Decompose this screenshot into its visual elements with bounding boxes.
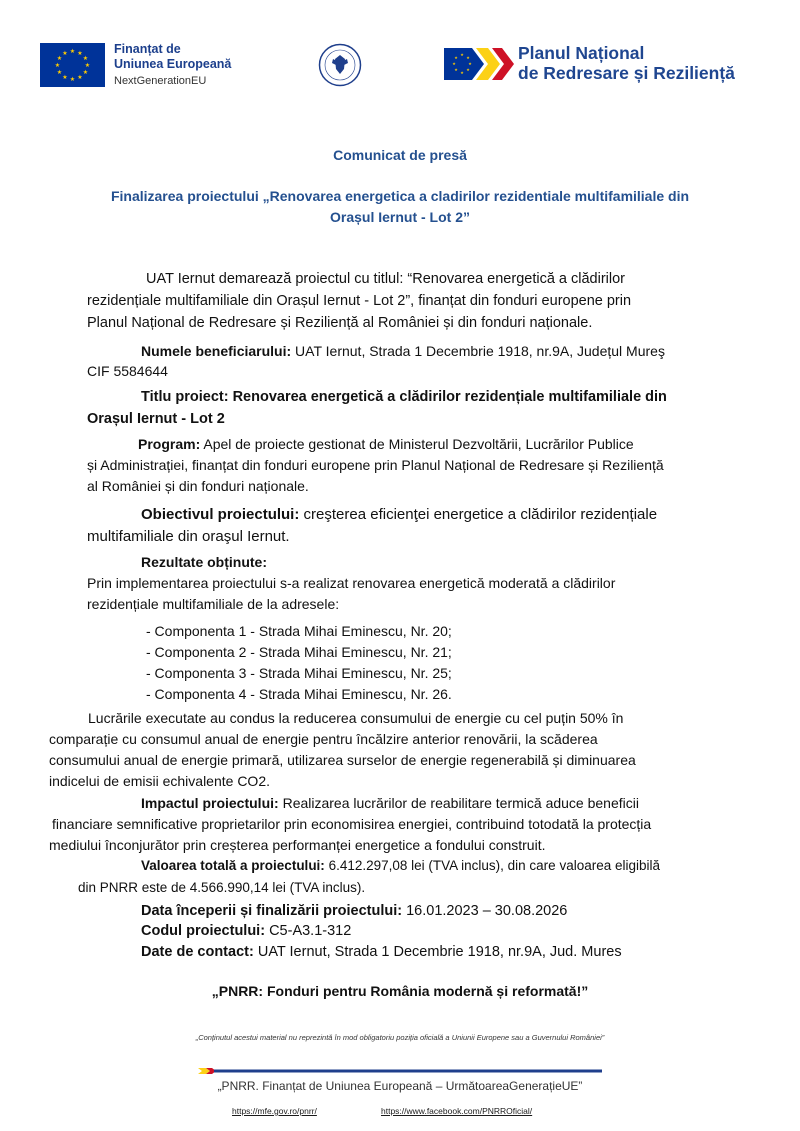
component-item: - Componenta 4 - Strada Mihai Eminescu, Nr. 26. (146, 686, 452, 702)
eu-flag-logo (40, 43, 105, 87)
program-line3: al României și din fonduri naționale. (87, 478, 309, 494)
svg-text:★: ★ (62, 50, 68, 57)
works-line3: consumului anual de energie primară, utilizarea surselor de energie regenerabilă și diminuarea (49, 752, 636, 768)
impact-line3: mediului înconjurător prin creșterea performanței energetice a fondului construit. (49, 837, 546, 853)
contact-line (141, 943, 622, 962)
pnrr-logo (444, 44, 514, 84)
footer-divider (198, 1061, 602, 1067)
svg-text:★: ★ (460, 70, 464, 75)
value-label: Valoarea totală a proiectului: (141, 858, 325, 873)
impact-line1 (141, 794, 639, 813)
svg-text:★: ★ (69, 76, 76, 83)
svg-text:★: ★ (454, 55, 458, 60)
dates-line (141, 902, 567, 921)
program-label: Program: (138, 436, 201, 452)
footer-slogan: „PNRR. Finanțat de Uniunea Europeană – UrmătoareaGenerațieUE” (217, 1079, 583, 1093)
value-line1 (141, 856, 660, 875)
svg-text:★: ★ (454, 67, 458, 72)
project-name-line1: Titlu proiect: Renovarea energetică a clădirilor rezidențiale multifamiliale din (141, 389, 667, 405)
svg-text:★: ★ (82, 69, 89, 76)
objective-line2: multifamiliale din oraşul Iernut. (87, 528, 290, 545)
component-item: - Componenta 1 - Strada Mihai Eminescu, Nr. 20; (146, 623, 452, 639)
svg-text:★: ★ (466, 67, 470, 72)
coat-of-arms-icon (318, 43, 362, 87)
svg-text:★: ★ (56, 69, 63, 76)
beneficiary-label: Numele beneficiarului: (141, 343, 292, 359)
press-release-heading: Comunicat de presă (333, 147, 467, 163)
component-item: - Componenta 2 - Strada Mihai Eminescu, Nr. 21; (146, 644, 452, 660)
project-title-line2: Orașul Iernut - Lot 2” (329, 209, 470, 225)
svg-text:★: ★ (77, 74, 83, 81)
objective-line1 (141, 505, 657, 524)
dates-label: Data începerii și finalizării proiectului: (141, 903, 403, 919)
beneficiary-cif: CIF 5584644 (87, 363, 168, 379)
pnrr-slogan: „PNRR: Fonduri pentru România modernă și reformată!” (211, 983, 589, 999)
pnrr-arrows-icon (444, 44, 514, 84)
beneficiary-line (141, 342, 665, 361)
svg-text:★: ★ (62, 74, 68, 81)
eu-funding-line3: NextGenerationEU (114, 75, 207, 87)
government-seal-logo (318, 43, 362, 87)
svg-text:★: ★ (468, 61, 472, 66)
eu-funding-line2: Uniunea Europeană (114, 57, 232, 71)
intro-line3: Planul Național de Redresare și Reziliență al României și din fonduri naționale. (87, 315, 593, 331)
intro-line1: UAT Iernut demarează proiectul cu titlul: “Renovarea energetică a clădirilor (146, 271, 626, 287)
project-title-line1: Finalizarea proiectului „Renovarea energetica a cladirilor rezidentiale multifamiliale din (110, 188, 690, 204)
program-line1 (138, 435, 634, 454)
results-label: Rezultate obținute: (141, 554, 267, 570)
program-text1: Apel de proiecte gestionat de Ministerul Dezvoltării, Lucrărilor Publice (200, 436, 634, 452)
pnrr-title-line2: de Redresare și Reziliență (518, 63, 735, 83)
svg-text:★: ★ (84, 62, 91, 69)
program-line2: și Administrației, finanțat din fonduri europene prin Planul Național de Redresare și Reziliență (87, 457, 664, 473)
svg-text:★: ★ (466, 55, 470, 60)
svg-text:★: ★ (77, 50, 83, 57)
pnrr-title-line1: Planul Național (518, 43, 645, 63)
works-line4: indicelui de emisii echivalente CO2. (49, 773, 270, 789)
impact-label: Impactul proiectului: (141, 795, 279, 811)
code-value: C5-A3.1-312 (265, 923, 352, 939)
objective-text1: creşterea eficienţei energetice a clădirilor rezidențiale (299, 506, 658, 523)
disclaimer-text: „Conținutul acestui material nu reprezintă în mod obligatoriu poziția oficială a Uniunii Europene sau a Guvernului României” (195, 1033, 605, 1042)
code-label: Codul proiectului: (141, 923, 266, 939)
svg-text:★: ★ (56, 55, 63, 62)
results-line2: rezidențiale multifamiliale de la adresele: (87, 596, 340, 612)
svg-text:★: ★ (452, 61, 456, 66)
intro-line2: rezidențiale multifamiliale din Orașul Iernut - Lot 2”, finanțat din fonduri europene prin (87, 293, 632, 309)
eu-funding-line1: Finanțat de (114, 42, 181, 56)
impact-line2: financiare semnificative proprietarilor prin economisirea energiei, contribuind totodată la protecția (52, 816, 652, 832)
svg-text:★: ★ (69, 48, 76, 55)
beneficiary-value: UAT Iernut, Strada 1 Decembrie 1918, nr.9A, Județul Mureş (291, 343, 665, 359)
svg-text:★: ★ (82, 55, 89, 62)
component-item: - Componenta 3 - Strada Mihai Eminescu, Nr. 25; (146, 665, 452, 681)
footer-bar-icon (198, 1068, 602, 1074)
contact-label: Date de contact: (141, 944, 254, 960)
impact-text1: Realizarea lucrărilor de reabilitare termică aduce beneficii (278, 795, 639, 811)
svg-text:★: ★ (54, 62, 61, 69)
mfe-website-link[interactable]: https://mfe.gov.ro/pnrr/ (232, 1106, 317, 1116)
works-line2: comparație cu consumul anual de energie pentru încălzire anterior renovării, la scăderea (49, 731, 598, 747)
svg-text:★: ★ (460, 52, 464, 57)
results-line1: Prin implementarea proiectului s-a realizat renovarea energetică moderată a clădirilor (87, 575, 616, 591)
objective-label: Obiectivul proiectului: (141, 506, 300, 523)
facebook-link[interactable]: https://www.facebook.com/PNRROficial/ (381, 1106, 533, 1116)
dates-value: 16.01.2023 – 30.08.2026 (402, 903, 568, 919)
eu-stars-icon (40, 43, 105, 87)
contact-value: UAT Iernut, Strada 1 Decembrie 1918, nr.9A, Jud. Mures (253, 944, 622, 960)
project-name-line2: Orașul Iernut - Lot 2 (87, 411, 225, 427)
works-line1: Lucrările executate au condus la reducerea consumului de energie cu cel puțin 50% în (88, 710, 624, 726)
code-line (141, 922, 351, 941)
value-line2: din PNRR este de 4.566.990,14 lei (TVA inclus). (78, 880, 366, 895)
value-text1: 6.412.297,08 lei (TVA inclus), din care valoarea eligibilă (324, 858, 661, 873)
